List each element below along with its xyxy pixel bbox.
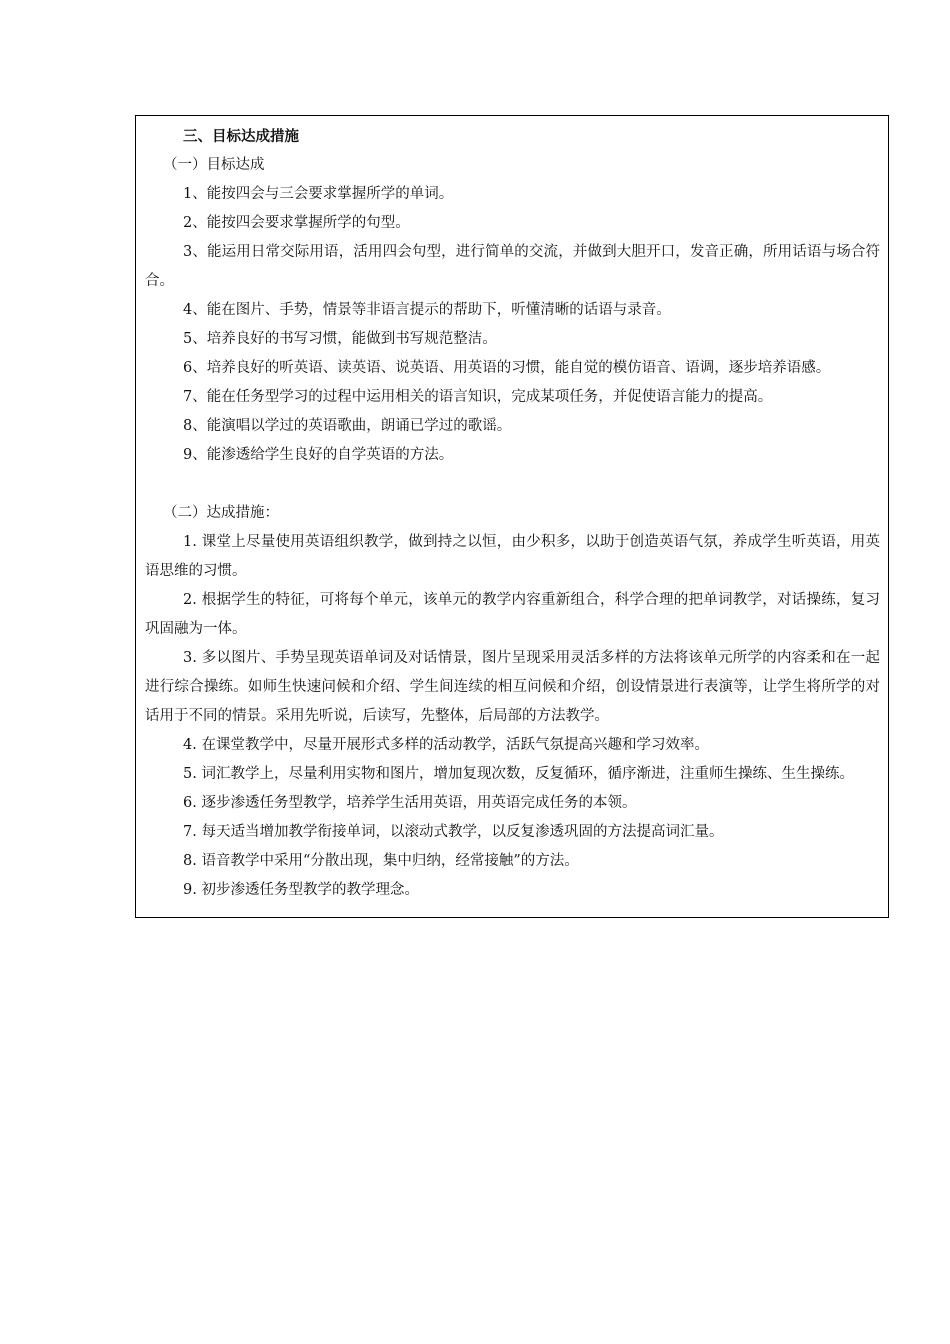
goal-item-6: 6、培养良好的听英语、读英语、说英语、用英语的习惯，能自觉的模仿语音、语调，逐步培养语感。 (183, 360, 831, 376)
goal-item-4: 4、能在图片、手势，情景等非语言提示的帮助下，听懂清晰的话语与录音。 (183, 302, 671, 318)
measure-item-4: 4. 在课堂教学中，尽量开展形式多样的活动教学，活跃气氛提高兴趣和学习效率。 (183, 737, 709, 753)
measure-item-3: 3. 多以图片、手势呈现英语单词及对话情景，图片呈现采用灵活多样的方法将该单元所学的内容柔和在一起进行综合操练。如师生快速问候和介绍、学生间连续的相互问候和介绍，创设情景进行表演等，让学生将所学的对话用于不同的情景。采用先听说，后读写，先整体，后局部的方法教学。 (145, 650, 880, 724)
goal-item-7: 7、能在任务型学习的过程中运用相关的语言知识，完成某项任务，并促使语言能力的提高。 (183, 389, 773, 405)
goal-item-3: 3、能运用日常交际用语，活用四会句型，进行简单的交流，并做到大胆开口，发音正确，所用话语与场合符合。 (145, 244, 880, 289)
measure-item-8: 8. 语音教学中采用“分散出现，集中归纳，经常接触”的方法。 (183, 853, 579, 869)
section-heading: 三、目标达成措施 (183, 128, 299, 145)
blank-line (145, 470, 880, 499)
goal-item-9: 9、能渗透给学生良好的自学英语的方法。 (183, 447, 454, 463)
measure-item-7: 7. 每天适当增加教学衔接单词，以滚动式教学，以反复渗透巩固的方法提高词汇量。 (183, 824, 724, 840)
goal-item-2: 2、能按四会要求掌握所学的句型。 (183, 215, 410, 231)
subsection-title-goals: （一）目标达成 (163, 157, 265, 173)
measure-item-9: 9. 初步渗透任务型教学的教学理念。 (183, 882, 419, 898)
measure-item-2: 2. 根据学生的特征，可将每个单元，该单元的教学内容重新组合，科学合理的把单词教学，对话操练，复习巩固融为一体。 (145, 592, 880, 637)
goal-item-5: 5、培养良好的书写习惯，能做到书写规范整洁。 (183, 331, 497, 347)
measure-item-5: 5. 词汇教学上，尽量利用实物和图片，增加复现次数，反复循环，循序渐进，注重师生操练、生生操练。 (183, 766, 854, 782)
document-frame (135, 115, 889, 918)
measure-item-1: 1. 课堂上尽量使用英语组织教学，做到持之以恒，由少积多，以助于创造英语气氛，养成学生听英语，用英语思维的习惯。 (145, 534, 880, 579)
measure-item-6: 6. 逐步渗透任务型教学，培养学生活用英语，用英语完成任务的本领。 (183, 795, 637, 811)
goal-item-1: 1、能按四会与三会要求掌握所学的单词。 (183, 186, 454, 202)
goal-item-8: 8、能演唱以学过的英语歌曲，朗诵已学过的歌谣。 (183, 418, 512, 434)
subsection-title-measures: （二）达成措施： (163, 505, 279, 521)
